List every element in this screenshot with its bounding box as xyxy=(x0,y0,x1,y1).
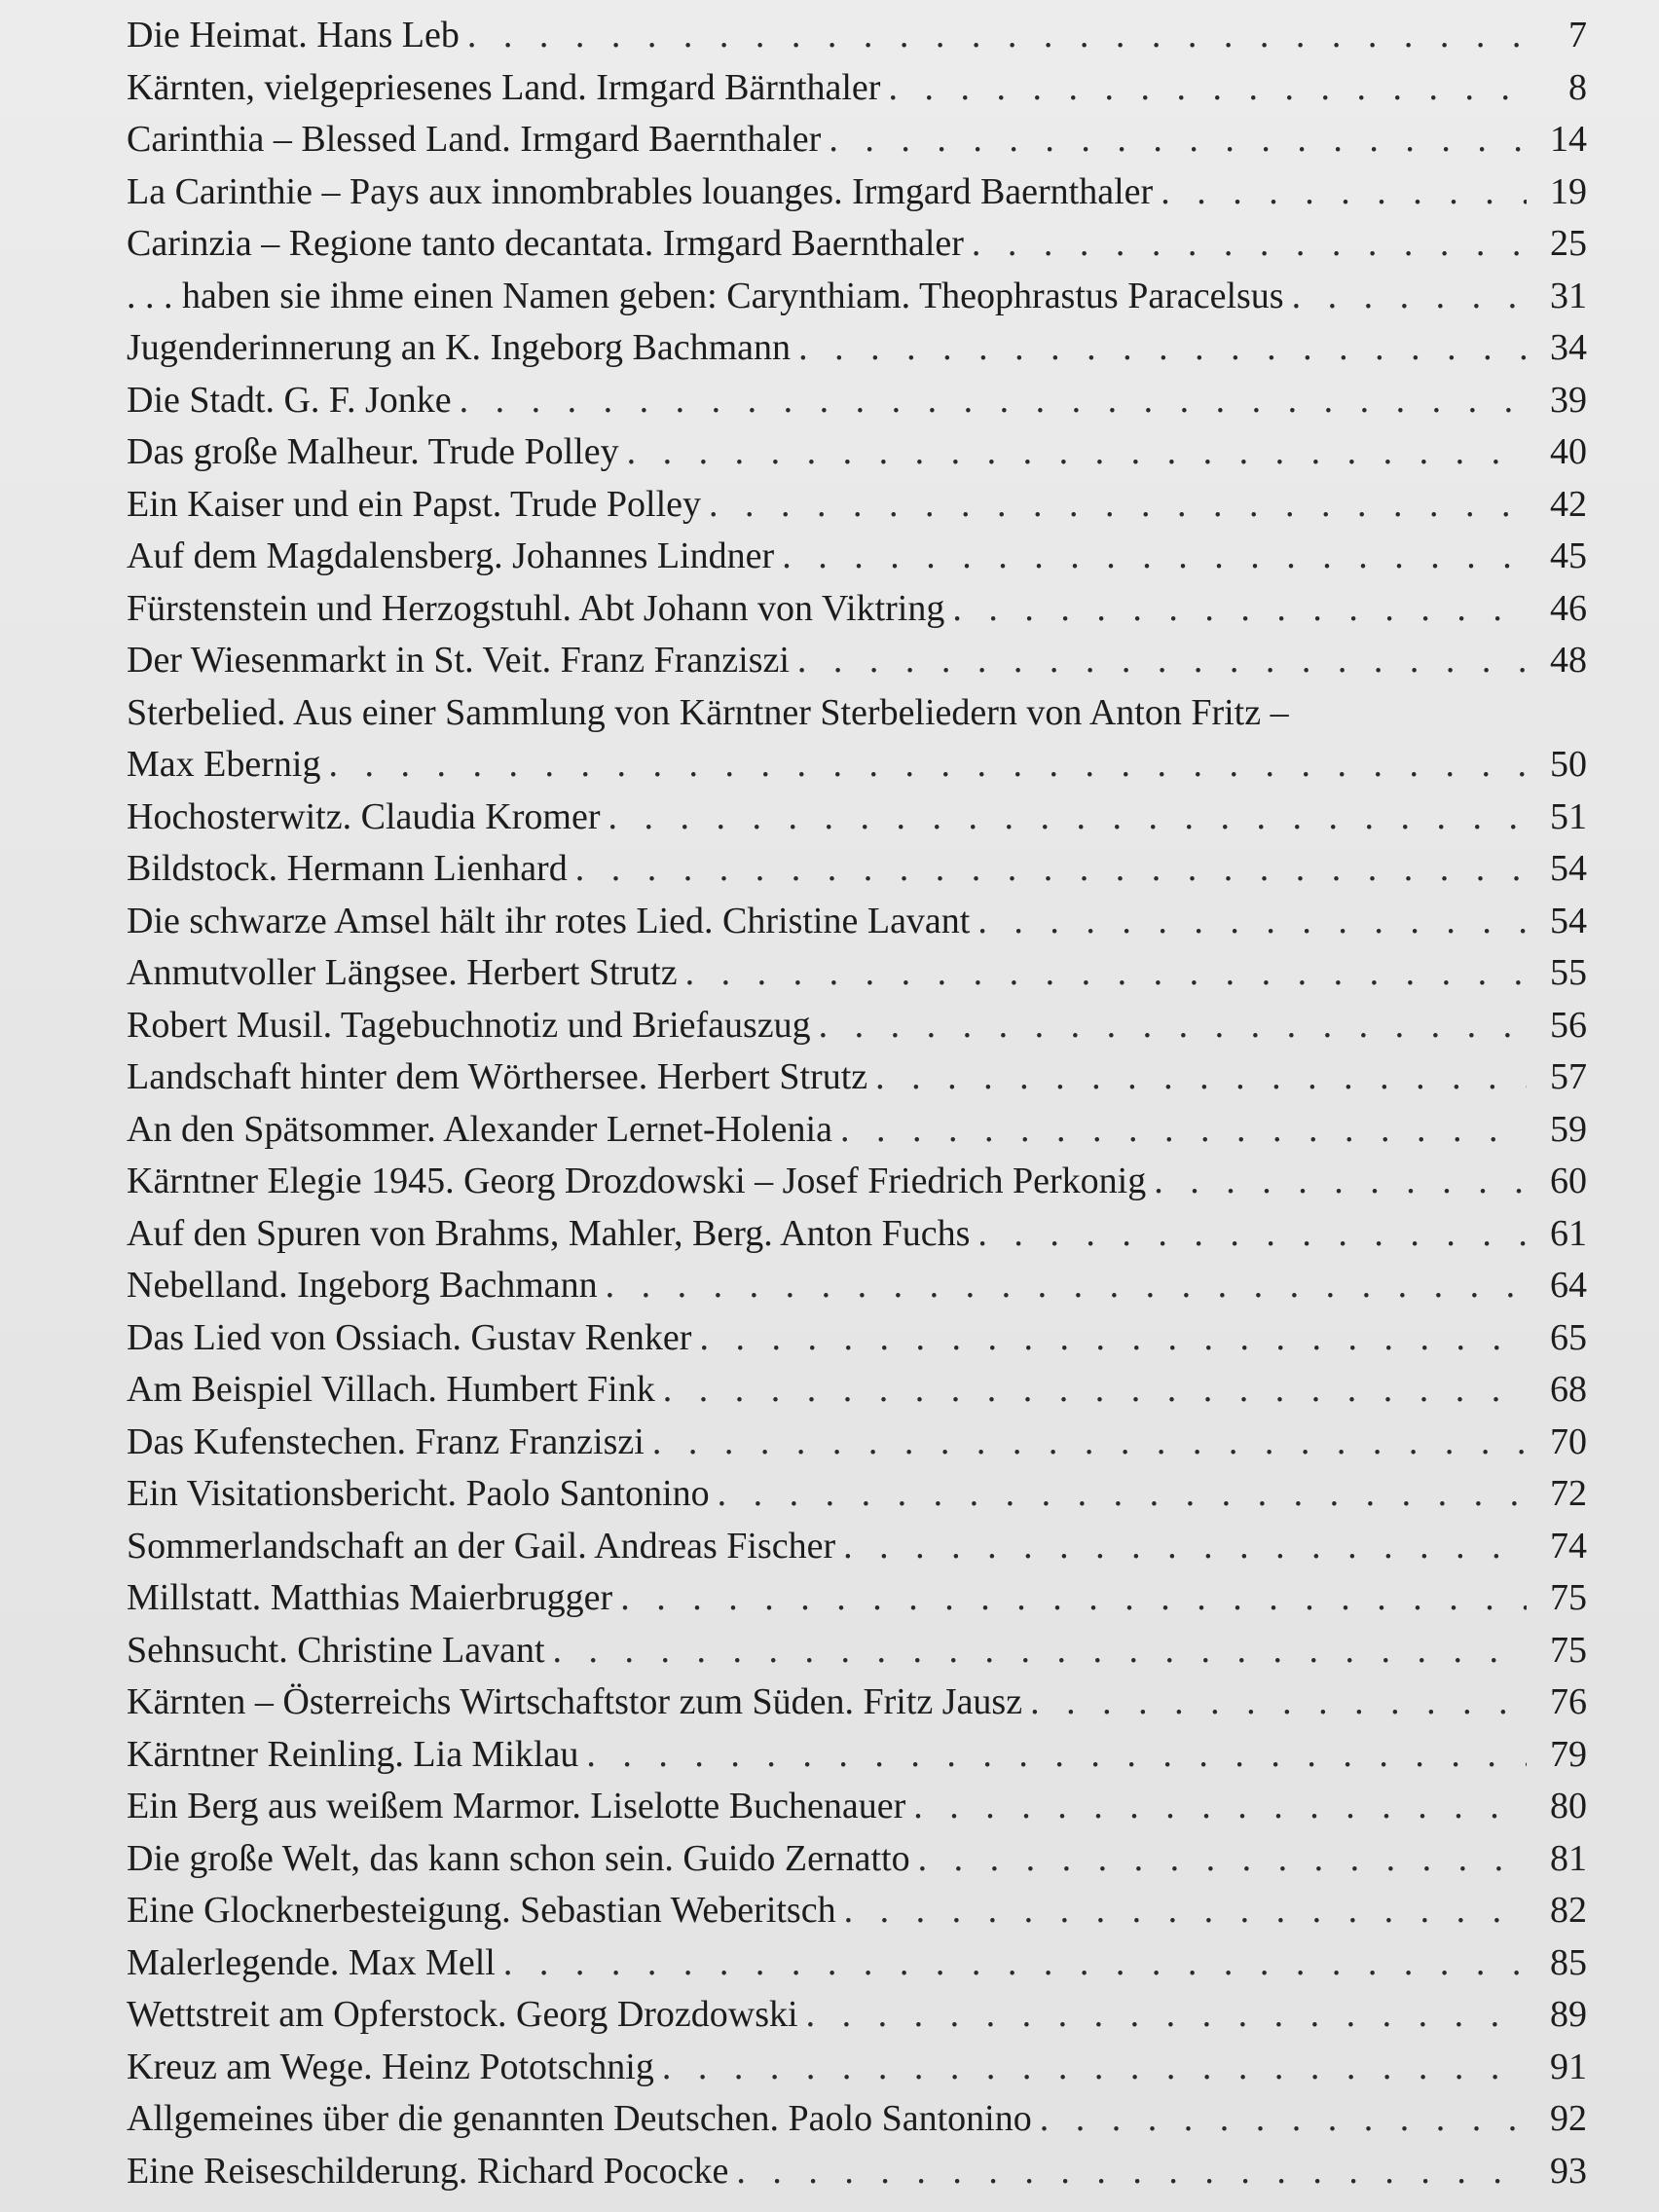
toc-entry-title: Die schwarze Amsel hält ihr rotes Lied. Christine Lavant xyxy=(127,900,971,941)
toc-entry-page-number: 93 xyxy=(1550,2150,1587,2192)
toc-entry xyxy=(127,1417,1587,1469)
toc-entry-title: Carinthia – Blessed Land. Irmgard Baernthaler xyxy=(127,119,822,160)
toc-entry-title: Kärntner Reinling. Lia Miklau xyxy=(127,1733,579,1775)
toc-entry xyxy=(127,1677,1587,1729)
toc-entry-title: Nebelland. Ingeborg Bachmann xyxy=(127,1265,598,1306)
toc-entry xyxy=(127,896,1587,948)
dot-leader xyxy=(328,739,1527,792)
toc-entry xyxy=(127,166,1587,219)
toc-entry-page-number: 50 xyxy=(1550,744,1587,785)
toc-entry xyxy=(127,10,1587,62)
toc-entry xyxy=(127,375,1587,427)
toc-entry-line xyxy=(127,1572,1587,1625)
toc-entry xyxy=(127,1521,1587,1573)
toc-entry-line xyxy=(127,1417,1587,1469)
toc-entry xyxy=(127,1312,1587,1365)
toc-entry-line xyxy=(127,531,1587,583)
dot-leader xyxy=(843,1521,1527,1573)
toc-entry-line xyxy=(127,62,1587,115)
toc-entry xyxy=(127,843,1587,896)
toc-entry-page-number: 91 xyxy=(1550,2046,1587,2087)
dot-leader xyxy=(840,1104,1527,1157)
toc-entry-line xyxy=(127,947,1587,1000)
toc-entry-page-number: 46 xyxy=(1550,587,1587,629)
toc-entry-line xyxy=(127,2146,1587,2198)
dot-leader xyxy=(952,583,1527,636)
toc-entry xyxy=(127,1781,1587,1833)
toc-entry-line xyxy=(127,271,1587,323)
toc-entry-line xyxy=(127,1208,1587,1261)
toc-entry-title: Kärnten, vielgepriesenes Land. Irmgard Bärnthaler xyxy=(127,66,881,108)
toc-entry-title: Kreuz am Wege. Heinz Pototschnig xyxy=(127,2046,654,2087)
toc-entry-page-number: 7 xyxy=(1568,15,1587,55)
toc-entry-title: Die Heimat. Hans Leb xyxy=(127,15,460,55)
dot-leader xyxy=(699,1312,1527,1365)
toc-entry-line xyxy=(127,1937,1587,1990)
toc-entry-title: Anmutvoller Längsee. Herbert Strutz xyxy=(127,952,678,993)
dot-leader xyxy=(663,1364,1527,1417)
dot-leader xyxy=(627,426,1527,479)
toc-entry-page-number: 60 xyxy=(1550,1161,1587,1201)
toc-entry-title: Die große Welt, das kann schon sein. Guido Zernatto xyxy=(127,1837,910,1879)
toc-entry-line xyxy=(127,1781,1587,1833)
toc-entry-page-number: 40 xyxy=(1550,431,1587,472)
dot-leader xyxy=(662,2042,1527,2094)
toc-entry xyxy=(127,218,1587,271)
dot-leader xyxy=(553,1625,1527,1677)
toc-entry-line xyxy=(127,218,1587,271)
toc-entry-line xyxy=(127,1104,1587,1157)
toc-entry-title: Eine Glocknerbesteigung. Sebastian Weberitsch xyxy=(127,1890,836,1931)
toc-entry xyxy=(127,635,1587,687)
dot-leader xyxy=(503,1937,1527,1990)
dot-leader xyxy=(806,1989,1527,2042)
toc-entry-page-number: 85 xyxy=(1550,1941,1587,1983)
toc-entry-page-number: 64 xyxy=(1550,1265,1587,1306)
toc-entry-page-number: 55 xyxy=(1550,952,1587,993)
toc-entry-title: Sehnsucht. Christine Lavant xyxy=(127,1629,545,1671)
dot-leader xyxy=(972,218,1527,271)
toc-entry xyxy=(127,2093,1587,2146)
dot-leader xyxy=(606,1260,1527,1312)
toc-entry-page-number: 56 xyxy=(1550,1004,1587,1046)
toc-entry-line xyxy=(127,1000,1587,1052)
toc-entry xyxy=(127,1051,1587,1104)
toc-entry-line xyxy=(127,10,1587,62)
toc-entry-line xyxy=(127,792,1587,844)
toc-entry xyxy=(127,271,1587,323)
toc-entry-title: Der Wiesenmarkt in St. Veit. Franz Franziszi xyxy=(127,640,790,681)
toc-entry-page-number: 45 xyxy=(1550,535,1587,576)
toc-entry-page-number: 70 xyxy=(1550,1420,1587,1462)
toc-entry-line xyxy=(127,896,1587,948)
toc-entry-title: Fürstenstein und Herzogstuhl. Abt Johann von Viktring xyxy=(127,587,945,629)
toc-entry-page-number: 42 xyxy=(1550,483,1587,525)
toc-entry-page-number: 59 xyxy=(1550,1108,1587,1150)
toc-entry-page-number: 74 xyxy=(1550,1525,1587,1567)
toc-entry xyxy=(127,2042,1587,2094)
dot-leader xyxy=(1292,271,1527,323)
toc-entry-line xyxy=(127,1051,1587,1104)
toc-entry-line xyxy=(127,426,1587,479)
toc-entry xyxy=(127,1989,1587,2042)
toc-entry-title: La Carinthie – Pays aux innombrables louanges. Irmgard Baernthaler xyxy=(127,170,1154,212)
toc-entry-title: Auf dem Magdalensberg. Johannes Lindner xyxy=(127,535,775,576)
dot-leader xyxy=(736,2146,1527,2198)
dot-leader xyxy=(875,1051,1527,1104)
toc-entry-line xyxy=(127,583,1587,636)
toc-entry xyxy=(127,1000,1587,1052)
toc-entry-title-continuation: Max Ebernig xyxy=(127,744,321,785)
toc-entry-title: Eine Reiseschilderung. Richard Pococke xyxy=(127,2150,729,2192)
toc-entry-title: Ein Kaiser und ein Papst. Trude Polley xyxy=(127,483,702,525)
dot-leader xyxy=(819,1000,1527,1052)
toc-entry-title: Robert Musil. Tagebuchnotiz und Briefauszug xyxy=(127,1004,811,1046)
toc-entry-line xyxy=(127,1625,1587,1677)
dot-leader xyxy=(685,947,1527,1000)
toc-entry-page-number: 8 xyxy=(1568,66,1587,108)
toc-entry-title: Sommerlandschaft an der Gail. Andreas Fischer xyxy=(127,1525,836,1567)
dot-leader xyxy=(798,322,1527,375)
toc-entry-line xyxy=(127,114,1587,166)
toc-entry xyxy=(127,62,1587,115)
toc-entry xyxy=(127,1625,1587,1677)
toc-entry xyxy=(127,947,1587,1000)
toc-entry-title: Allgemeines über die genannten Deutschen. Paolo Santonino xyxy=(127,2098,1032,2139)
dot-leader xyxy=(718,1468,1527,1521)
toc-entry-line xyxy=(127,1260,1587,1312)
toc-entry-line xyxy=(127,479,1587,532)
toc-entry-line xyxy=(127,843,1587,896)
toc-entry-line xyxy=(127,1156,1587,1208)
toc-entry xyxy=(127,1937,1587,1990)
dot-leader xyxy=(829,114,1527,166)
toc-entry xyxy=(127,114,1587,166)
dot-leader xyxy=(1040,2093,1527,2146)
toc-entry-title: Jugenderinnerung an K. Ingeborg Bachmann xyxy=(127,327,792,368)
toc-entry-line xyxy=(127,1677,1587,1729)
toc-entry-page-number: 54 xyxy=(1550,900,1587,941)
toc-entry-title: Kärnten – Österreichs Wirtschaftstor zum Süden. Fritz Jausz xyxy=(127,1681,1023,1722)
toc-entry-line xyxy=(127,375,1587,427)
dot-leader xyxy=(977,1208,1527,1261)
toc-entry xyxy=(127,1364,1587,1417)
toc-entry-line xyxy=(127,322,1587,375)
toc-entry-title: Bildstock. Hermann Lienhard xyxy=(127,848,568,889)
toc-entry-page-number: 57 xyxy=(1550,1056,1587,1097)
toc-entry-page-number: 31 xyxy=(1550,275,1587,316)
toc-entry-page-number: 19 xyxy=(1550,170,1587,212)
dot-leader xyxy=(460,375,1527,427)
toc-entry-title: Das große Malheur. Trude Polley xyxy=(127,431,619,472)
dot-leader xyxy=(888,62,1527,115)
toc-entry-line xyxy=(127,687,1587,740)
dot-leader xyxy=(608,792,1527,844)
toc-entry-page-number: 14 xyxy=(1550,119,1587,160)
toc-entry-page-number: 81 xyxy=(1550,1837,1587,1879)
toc-entry-page-number: 54 xyxy=(1550,848,1587,889)
dot-leader xyxy=(797,635,1527,687)
dot-leader xyxy=(652,1417,1527,1469)
toc-entry xyxy=(127,1833,1587,1886)
toc-entry-title: Das Lied von Ossiach. Gustav Renker xyxy=(127,1316,692,1358)
toc-entry-line xyxy=(127,1729,1587,1782)
toc-entry xyxy=(127,1104,1587,1157)
toc-entry xyxy=(127,583,1587,636)
toc-entry-page-number: 75 xyxy=(1550,1577,1587,1618)
dot-leader xyxy=(586,1729,1527,1782)
toc-entry-page-number: 75 xyxy=(1550,1629,1587,1671)
toc-entry-page-number: 76 xyxy=(1550,1681,1587,1722)
dot-leader xyxy=(913,1781,1527,1833)
dot-leader xyxy=(918,1833,1527,1886)
dot-leader xyxy=(467,10,1527,62)
toc-entry-title: Carinzia – Regione tanto decantata. Irmgard Baernthaler xyxy=(127,223,964,264)
dot-leader xyxy=(575,843,1527,896)
toc-entry-line xyxy=(127,2093,1587,2146)
toc-entry-page-number: 34 xyxy=(1550,327,1587,368)
toc-entry-line xyxy=(127,166,1587,219)
toc-entry xyxy=(127,1885,1587,1937)
toc-entry-line xyxy=(127,1989,1587,2042)
dot-leader xyxy=(1154,1156,1527,1208)
toc-entry-page-number: 68 xyxy=(1550,1369,1587,1410)
toc-entry-page-number: 79 xyxy=(1550,1733,1587,1775)
toc-entry-title: Malerlegende. Max Mell xyxy=(127,1941,496,1983)
toc-entry xyxy=(127,479,1587,532)
toc-entry-title: Sterbelied. Aus einer Sammlung von Kärntner Sterbeliedern von Anton Fritz – xyxy=(127,691,1289,733)
dot-leader xyxy=(977,896,1527,948)
toc-entry-title: Wettstreit am Opferstock. Georg Drozdowski xyxy=(127,1994,798,2035)
toc-entry-title: Millstatt. Matthias Maierbrugger xyxy=(127,1577,613,1618)
toc-entry-page-number: 80 xyxy=(1550,1786,1587,1826)
toc-entry xyxy=(127,1729,1587,1782)
toc-entry-page-number: 51 xyxy=(1550,795,1587,837)
dot-leader xyxy=(620,1572,1527,1625)
toc-entry-page-number: 39 xyxy=(1550,379,1587,421)
toc-entry-title: Ein Visitationsbericht. Paolo Santonino xyxy=(127,1473,710,1514)
dot-leader xyxy=(1161,166,1527,219)
toc-entry-page-number: 65 xyxy=(1550,1316,1587,1358)
toc-entry xyxy=(127,1156,1587,1208)
toc-entry xyxy=(127,1208,1587,1261)
toc-entry-line xyxy=(127,1833,1587,1886)
toc-entry-page-number: 92 xyxy=(1550,2098,1587,2139)
table-of-contents xyxy=(127,10,1587,2197)
toc-entry-page-number: 25 xyxy=(1550,223,1587,264)
toc-entry-page-number: 48 xyxy=(1550,640,1587,681)
toc-entry xyxy=(127,1572,1587,1625)
toc-entry-title: Auf den Spuren von Brahms, Mahler, Berg. Anton Fuchs xyxy=(127,1212,971,1254)
toc-entry-title: Landschaft hinter dem Wörthersee. Herbert Strutz xyxy=(127,1056,868,1097)
toc-entry xyxy=(127,322,1587,375)
toc-entry-title: Hochosterwitz. Claudia Kromer xyxy=(127,795,601,837)
toc-entry xyxy=(127,531,1587,583)
toc-entry-title: Am Beispiel Villach. Humbert Fink xyxy=(127,1369,655,1410)
toc-entry-title: Kärntner Elegie 1945. Georg Drozdowski – Josef Friedrich Perkonig xyxy=(127,1161,1147,1201)
dot-leader xyxy=(709,479,1527,532)
dot-leader xyxy=(782,531,1527,583)
toc-entry-line xyxy=(127,635,1587,687)
toc-entry-line xyxy=(127,1521,1587,1573)
toc-entry-line xyxy=(127,2042,1587,2094)
toc-entry xyxy=(127,1260,1587,1312)
toc-entry-line xyxy=(127,1885,1587,1937)
toc-entry xyxy=(127,426,1587,479)
dot-leader xyxy=(844,1885,1527,1937)
toc-entry-title: Die Stadt. G. F. Jonke xyxy=(127,379,452,421)
toc-entry xyxy=(127,1468,1587,1521)
toc-entry-line xyxy=(127,1312,1587,1365)
toc-entry-page-number: 72 xyxy=(1550,1473,1587,1514)
toc-entry-page-number: 89 xyxy=(1550,1994,1587,2035)
toc-entry-title: Ein Berg aus weißem Marmor. Liselotte Buchenauer xyxy=(127,1786,906,1826)
toc-entry-page-number: 82 xyxy=(1550,1890,1587,1931)
toc-entry-title: An den Spätsommer. Alexander Lernet-Holenia xyxy=(127,1108,832,1150)
toc-entry-page-number: 61 xyxy=(1550,1212,1587,1254)
dot-leader xyxy=(1030,1677,1527,1729)
toc-entry-title: . . . haben sie ihme einen Namen geben: Carynthiam. Theophrastus Paracelsus xyxy=(127,275,1284,316)
toc-entry-line xyxy=(127,739,1587,792)
toc-entry-line xyxy=(127,1468,1587,1521)
toc-entry xyxy=(127,2146,1587,2198)
toc-entry-line xyxy=(127,1364,1587,1417)
toc-entry xyxy=(127,792,1587,844)
toc-entry-title: Das Kufenstechen. Franz Franziszi xyxy=(127,1420,645,1462)
toc-entry xyxy=(127,687,1587,792)
